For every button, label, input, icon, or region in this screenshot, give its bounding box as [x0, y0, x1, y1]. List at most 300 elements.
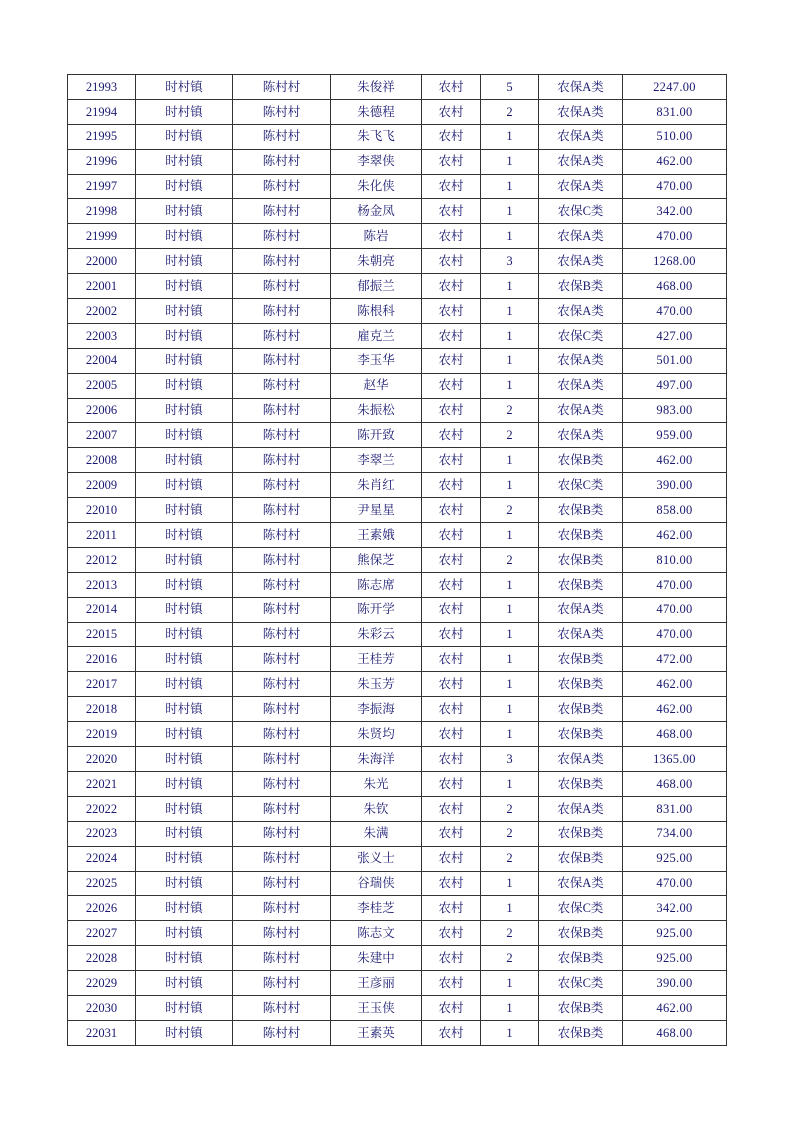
cell-name: 雇克兰 [331, 323, 422, 348]
cell-village: 陈村村 [233, 821, 331, 846]
cell-count: 2 [481, 821, 539, 846]
cell-id: 21997 [68, 174, 136, 199]
cell-town: 时村镇 [136, 323, 233, 348]
cell-town: 时村镇 [136, 921, 233, 946]
cell-id: 22014 [68, 597, 136, 622]
cell-name: 朱俊祥 [331, 75, 422, 100]
cell-amount: 470.00 [623, 299, 727, 324]
cell-name: 王素英 [331, 1020, 422, 1045]
cell-category: 农保C类 [539, 199, 623, 224]
cell-id: 22019 [68, 722, 136, 747]
cell-count: 1 [481, 597, 539, 622]
cell-type: 农村 [422, 398, 481, 423]
cell-id: 22012 [68, 547, 136, 572]
cell-amount: 983.00 [623, 398, 727, 423]
cell-id: 22005 [68, 373, 136, 398]
cell-name: 李桂芝 [331, 896, 422, 921]
cell-count: 5 [481, 75, 539, 100]
cell-town: 时村镇 [136, 846, 233, 871]
cell-id: 22029 [68, 971, 136, 996]
cell-amount: 468.00 [623, 771, 727, 796]
cell-category: 农保A类 [539, 398, 623, 423]
cell-name: 李翠侠 [331, 149, 422, 174]
cell-count: 1 [481, 373, 539, 398]
cell-id: 22020 [68, 747, 136, 772]
cell-count: 1 [481, 448, 539, 473]
cell-id: 22021 [68, 771, 136, 796]
cell-count: 1 [481, 896, 539, 921]
cell-town: 时村镇 [136, 697, 233, 722]
cell-id: 22010 [68, 498, 136, 523]
cell-id: 22000 [68, 249, 136, 274]
cell-count: 1 [481, 174, 539, 199]
cell-town: 时村镇 [136, 672, 233, 697]
cell-town: 时村镇 [136, 448, 233, 473]
cell-town: 时村镇 [136, 348, 233, 373]
cell-type: 农村 [422, 722, 481, 747]
cell-count: 2 [481, 423, 539, 448]
cell-village: 陈村村 [233, 348, 331, 373]
cell-id: 22025 [68, 871, 136, 896]
table-row [68, 199, 727, 224]
cell-count: 1 [481, 771, 539, 796]
cell-town: 时村镇 [136, 871, 233, 896]
cell-id: 22015 [68, 622, 136, 647]
cell-count: 1 [481, 149, 539, 174]
cell-village: 陈村村 [233, 249, 331, 274]
cell-type: 农村 [422, 249, 481, 274]
cell-amount: 468.00 [623, 274, 727, 299]
cell-count: 1 [481, 672, 539, 697]
cell-id: 21999 [68, 224, 136, 249]
cell-town: 时村镇 [136, 398, 233, 423]
cell-village: 陈村村 [233, 124, 331, 149]
table-row [68, 323, 727, 348]
cell-name: 朱化侠 [331, 174, 422, 199]
cell-village: 陈村村 [233, 274, 331, 299]
cell-category: 农保A类 [539, 149, 623, 174]
cell-category: 农保C类 [539, 323, 623, 348]
cell-category: 农保B类 [539, 274, 623, 299]
cell-id: 22017 [68, 672, 136, 697]
table-row [68, 398, 727, 423]
cell-amount: 390.00 [623, 971, 727, 996]
cell-count: 1 [481, 871, 539, 896]
cell-category: 农保A类 [539, 75, 623, 100]
table-row [68, 821, 727, 846]
cell-amount: 470.00 [623, 572, 727, 597]
cell-category: 农保A类 [539, 124, 623, 149]
cell-id: 22004 [68, 348, 136, 373]
cell-count: 2 [481, 796, 539, 821]
cell-category: 农保B类 [539, 448, 623, 473]
cell-village: 陈村村 [233, 523, 331, 548]
cell-town: 时村镇 [136, 622, 233, 647]
cell-name: 朱德程 [331, 99, 422, 124]
cell-town: 时村镇 [136, 722, 233, 747]
cell-town: 时村镇 [136, 249, 233, 274]
cell-count: 1 [481, 473, 539, 498]
cell-type: 农村 [422, 771, 481, 796]
cell-town: 时村镇 [136, 946, 233, 971]
cell-count: 1 [481, 124, 539, 149]
table-row [68, 149, 727, 174]
cell-type: 农村 [422, 796, 481, 821]
cell-type: 农村 [422, 498, 481, 523]
cell-id: 22030 [68, 995, 136, 1020]
cell-amount: 462.00 [623, 523, 727, 548]
table-body [68, 75, 727, 1046]
cell-village: 陈村村 [233, 75, 331, 100]
cell-town: 时村镇 [136, 299, 233, 324]
cell-type: 农村 [422, 921, 481, 946]
cell-category: 农保B类 [539, 697, 623, 722]
cell-village: 陈村村 [233, 398, 331, 423]
cell-town: 时村镇 [136, 747, 233, 772]
cell-village: 陈村村 [233, 771, 331, 796]
table-row [68, 124, 727, 149]
cell-amount: 510.00 [623, 124, 727, 149]
cell-name: 杨金凤 [331, 199, 422, 224]
table-row [68, 622, 727, 647]
cell-name: 赵华 [331, 373, 422, 398]
cell-type: 农村 [422, 473, 481, 498]
cell-type: 农村 [422, 373, 481, 398]
cell-village: 陈村村 [233, 547, 331, 572]
cell-amount: 734.00 [623, 821, 727, 846]
cell-id: 22027 [68, 921, 136, 946]
table-row [68, 572, 727, 597]
table-row [68, 1020, 727, 1045]
table-row [68, 224, 727, 249]
table-row [68, 722, 727, 747]
cell-category: 农保B类 [539, 821, 623, 846]
cell-category: 农保B类 [539, 1020, 623, 1045]
cell-category: 农保B类 [539, 946, 623, 971]
cell-town: 时村镇 [136, 647, 233, 672]
cell-category: 农保A类 [539, 871, 623, 896]
cell-name: 陈志文 [331, 921, 422, 946]
cell-count: 2 [481, 946, 539, 971]
cell-village: 陈村村 [233, 921, 331, 946]
cell-count: 1 [481, 523, 539, 548]
cell-name: 朱玉芳 [331, 672, 422, 697]
cell-id: 21998 [68, 199, 136, 224]
cell-count: 1 [481, 1020, 539, 1045]
cell-count: 1 [481, 348, 539, 373]
cell-amount: 462.00 [623, 995, 727, 1020]
cell-village: 陈村村 [233, 498, 331, 523]
table-row [68, 547, 727, 572]
cell-village: 陈村村 [233, 846, 331, 871]
cell-name: 郁振兰 [331, 274, 422, 299]
cell-category: 农保B类 [539, 921, 623, 946]
table-row [68, 348, 727, 373]
cell-town: 时村镇 [136, 796, 233, 821]
cell-id: 22023 [68, 821, 136, 846]
cell-name: 朱海洋 [331, 747, 422, 772]
table-row [68, 796, 727, 821]
cell-amount: 497.00 [623, 373, 727, 398]
cell-count: 1 [481, 722, 539, 747]
cell-count: 2 [481, 846, 539, 871]
cell-amount: 470.00 [623, 174, 727, 199]
cell-amount: 831.00 [623, 99, 727, 124]
cell-village: 陈村村 [233, 448, 331, 473]
table-row [68, 697, 727, 722]
table-row [68, 647, 727, 672]
cell-amount: 470.00 [623, 224, 727, 249]
cell-type: 农村 [422, 224, 481, 249]
cell-category: 农保B类 [539, 672, 623, 697]
cell-type: 农村 [422, 99, 481, 124]
cell-name: 朱朝亮 [331, 249, 422, 274]
cell-name: 熊保芝 [331, 547, 422, 572]
cell-type: 农村 [422, 149, 481, 174]
cell-type: 农村 [422, 821, 481, 846]
cell-town: 时村镇 [136, 149, 233, 174]
cell-category: 农保A类 [539, 423, 623, 448]
cell-count: 1 [481, 971, 539, 996]
cell-id: 22031 [68, 1020, 136, 1045]
cell-count: 1 [481, 224, 539, 249]
cell-name: 陈开致 [331, 423, 422, 448]
table-row [68, 846, 727, 871]
cell-category: 农保A类 [539, 373, 623, 398]
cell-id: 22028 [68, 946, 136, 971]
cell-village: 陈村村 [233, 572, 331, 597]
cell-name: 李翠兰 [331, 448, 422, 473]
cell-name: 朱满 [331, 821, 422, 846]
cell-town: 时村镇 [136, 971, 233, 996]
cell-count: 3 [481, 747, 539, 772]
cell-category: 农保A类 [539, 348, 623, 373]
cell-amount: 470.00 [623, 622, 727, 647]
table-row [68, 423, 727, 448]
cell-category: 农保A类 [539, 299, 623, 324]
cell-category: 农保A类 [539, 747, 623, 772]
cell-id: 22002 [68, 299, 136, 324]
table-row [68, 995, 727, 1020]
cell-name: 朱飞飞 [331, 124, 422, 149]
cell-amount: 470.00 [623, 871, 727, 896]
cell-id: 22018 [68, 697, 136, 722]
cell-id: 21996 [68, 149, 136, 174]
table-row [68, 896, 727, 921]
cell-amount: 1268.00 [623, 249, 727, 274]
cell-category: 农保A类 [539, 174, 623, 199]
cell-type: 农村 [422, 174, 481, 199]
cell-type: 农村 [422, 348, 481, 373]
cell-village: 陈村村 [233, 423, 331, 448]
cell-town: 时村镇 [136, 572, 233, 597]
cell-id: 22001 [68, 274, 136, 299]
cell-count: 2 [481, 547, 539, 572]
cell-id: 22011 [68, 523, 136, 548]
cell-id: 21993 [68, 75, 136, 100]
table-row [68, 597, 727, 622]
cell-type: 农村 [422, 647, 481, 672]
cell-category: 农保C类 [539, 971, 623, 996]
cell-town: 时村镇 [136, 473, 233, 498]
cell-category: 农保A类 [539, 597, 623, 622]
cell-village: 陈村村 [233, 796, 331, 821]
table-row [68, 498, 727, 523]
cell-category: 农保A类 [539, 796, 623, 821]
cell-type: 农村 [422, 199, 481, 224]
cell-town: 时村镇 [136, 124, 233, 149]
cell-name: 朱钦 [331, 796, 422, 821]
cell-id: 21995 [68, 124, 136, 149]
cell-town: 时村镇 [136, 821, 233, 846]
table-row [68, 174, 727, 199]
cell-town: 时村镇 [136, 199, 233, 224]
cell-count: 1 [481, 697, 539, 722]
cell-count: 1 [481, 995, 539, 1020]
table-row [68, 523, 727, 548]
cell-type: 农村 [422, 323, 481, 348]
table-row [68, 249, 727, 274]
cell-name: 王素娥 [331, 523, 422, 548]
table-row [68, 448, 727, 473]
cell-town: 时村镇 [136, 597, 233, 622]
cell-amount: 2247.00 [623, 75, 727, 100]
cell-amount: 342.00 [623, 896, 727, 921]
cell-category: 农保B类 [539, 722, 623, 747]
cell-village: 陈村村 [233, 747, 331, 772]
cell-town: 时村镇 [136, 373, 233, 398]
table-row [68, 971, 727, 996]
table-row [68, 672, 727, 697]
cell-id: 22016 [68, 647, 136, 672]
cell-category: 农保C类 [539, 473, 623, 498]
cell-type: 农村 [422, 697, 481, 722]
cell-amount: 1365.00 [623, 747, 727, 772]
cell-type: 农村 [422, 896, 481, 921]
cell-village: 陈村村 [233, 622, 331, 647]
cell-village: 陈村村 [233, 224, 331, 249]
cell-id: 22026 [68, 896, 136, 921]
cell-town: 时村镇 [136, 224, 233, 249]
cell-town: 时村镇 [136, 547, 233, 572]
cell-town: 时村镇 [136, 99, 233, 124]
cell-type: 农村 [422, 995, 481, 1020]
cell-id: 22007 [68, 423, 136, 448]
cell-village: 陈村村 [233, 896, 331, 921]
cell-type: 农村 [422, 1020, 481, 1045]
cell-amount: 472.00 [623, 647, 727, 672]
cell-town: 时村镇 [136, 771, 233, 796]
cell-type: 农村 [422, 946, 481, 971]
cell-town: 时村镇 [136, 498, 233, 523]
cell-count: 1 [481, 199, 539, 224]
cell-count: 1 [481, 299, 539, 324]
cell-village: 陈村村 [233, 373, 331, 398]
table-row [68, 946, 727, 971]
cell-name: 李振海 [331, 697, 422, 722]
cell-category: 农保C类 [539, 896, 623, 921]
cell-amount: 462.00 [623, 448, 727, 473]
cell-type: 农村 [422, 124, 481, 149]
cell-type: 农村 [422, 75, 481, 100]
cell-village: 陈村村 [233, 199, 331, 224]
cell-count: 2 [481, 921, 539, 946]
cell-category: 农保B类 [539, 498, 623, 523]
cell-amount: 462.00 [623, 149, 727, 174]
cell-name: 朱贤均 [331, 722, 422, 747]
cell-village: 陈村村 [233, 1020, 331, 1045]
cell-type: 农村 [422, 423, 481, 448]
cell-category: 农保A类 [539, 622, 623, 647]
cell-town: 时村镇 [136, 423, 233, 448]
cell-name: 朱振松 [331, 398, 422, 423]
cell-amount: 468.00 [623, 1020, 727, 1045]
table-row [68, 747, 727, 772]
cell-category: 农保A类 [539, 224, 623, 249]
cell-town: 时村镇 [136, 75, 233, 100]
cell-name: 朱建中 [331, 946, 422, 971]
cell-village: 陈村村 [233, 995, 331, 1020]
cell-id: 22009 [68, 473, 136, 498]
table-row [68, 871, 727, 896]
cell-count: 2 [481, 498, 539, 523]
table-row [68, 473, 727, 498]
cell-id: 21994 [68, 99, 136, 124]
cell-count: 2 [481, 99, 539, 124]
cell-amount: 501.00 [623, 348, 727, 373]
cell-id: 22022 [68, 796, 136, 821]
cell-id: 22008 [68, 448, 136, 473]
cell-village: 陈村村 [233, 971, 331, 996]
cell-type: 农村 [422, 597, 481, 622]
cell-amount: 462.00 [623, 697, 727, 722]
table-row [68, 299, 727, 324]
cell-category: 农保A类 [539, 249, 623, 274]
cell-name: 王彦丽 [331, 971, 422, 996]
cell-amount: 925.00 [623, 846, 727, 871]
cell-amount: 831.00 [623, 796, 727, 821]
cell-category: 农保B类 [539, 846, 623, 871]
cell-type: 农村 [422, 547, 481, 572]
cell-name: 王桂芳 [331, 647, 422, 672]
cell-type: 农村 [422, 572, 481, 597]
cell-category: 农保B类 [539, 647, 623, 672]
cell-name: 陈岩 [331, 224, 422, 249]
cell-amount: 810.00 [623, 547, 727, 572]
table-row [68, 771, 727, 796]
cell-village: 陈村村 [233, 871, 331, 896]
cell-village: 陈村村 [233, 722, 331, 747]
cell-type: 农村 [422, 523, 481, 548]
cell-count: 1 [481, 647, 539, 672]
cell-type: 农村 [422, 871, 481, 896]
cell-count: 2 [481, 398, 539, 423]
cell-amount: 342.00 [623, 199, 727, 224]
cell-type: 农村 [422, 747, 481, 772]
cell-town: 时村镇 [136, 523, 233, 548]
cell-category: 农保A类 [539, 99, 623, 124]
cell-type: 农村 [422, 672, 481, 697]
cell-type: 农村 [422, 274, 481, 299]
cell-village: 陈村村 [233, 597, 331, 622]
cell-village: 陈村村 [233, 647, 331, 672]
cell-type: 农村 [422, 299, 481, 324]
cell-village: 陈村村 [233, 299, 331, 324]
cell-village: 陈村村 [233, 174, 331, 199]
cell-amount: 462.00 [623, 672, 727, 697]
cell-id: 22013 [68, 572, 136, 597]
cell-village: 陈村村 [233, 473, 331, 498]
